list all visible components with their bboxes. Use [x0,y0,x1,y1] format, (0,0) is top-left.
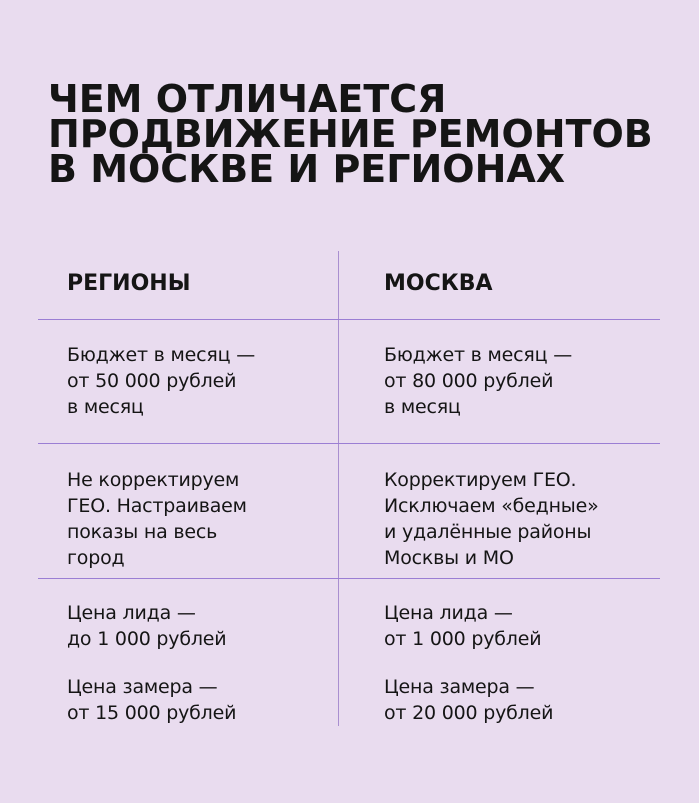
cell-line: от 15 000 рублей [67,702,237,724]
cell-budget-regions [67,342,255,420]
cell-prices-regions [67,600,236,726]
cell-line: от 50 000 рублей [67,370,237,392]
cell-line: Цена замера — [67,676,218,698]
row-divider [38,578,660,579]
cell-spacer [67,652,236,674]
cell-line: Исключаем «бедные» [384,495,599,517]
cell-line: Корректируем ГЕО. [384,469,577,491]
cell-line: Бюджет в месяц — [67,344,255,366]
cell-budget-moscow [384,342,572,420]
cell-line: от 80 000 рублей [384,370,554,392]
title-line: ПРОДВИЖЕНИЕ РЕМОНТОВ [48,112,653,156]
header-moscow: МОСКВА [384,271,493,296]
cell-line: показы на весь [67,521,218,543]
cell-line: ГЕО. Настраиваем [67,495,247,517]
cell-line: Цена лида — [384,602,513,624]
cell-line: и удалённые районы [384,521,592,543]
cell-line: Бюджет в месяц — [384,344,572,366]
cell-line: до 1 000 рублей [67,628,227,650]
cell-prices-moscow [384,600,553,726]
header-regions: РЕГИОНЫ [67,271,191,296]
cell-line: Цена лида — [67,602,196,624]
cell-spacer [384,652,553,674]
row-divider [38,443,660,444]
cell-line: Не корректируем [67,469,240,491]
row-divider [38,319,660,320]
cell-line: от 1 000 рублей [384,628,542,650]
cell-line: Цена замера — [384,676,535,698]
column-divider [338,251,339,726]
cell-line: от 20 000 рублей [384,702,554,724]
cell-line: в месяц [384,396,461,418]
cell-line: город [67,547,125,569]
cell-line: в месяц [67,396,144,418]
cell-line: Москвы и МО [384,547,514,569]
cell-geo-moscow [384,467,599,571]
page-title [48,77,668,191]
title-line: В МОСКВЕ И РЕГИОНАХ [48,147,566,191]
title-line: ЧЕМ ОТЛИЧАЕТСЯ [48,77,447,121]
cell-geo-regions [67,467,247,571]
